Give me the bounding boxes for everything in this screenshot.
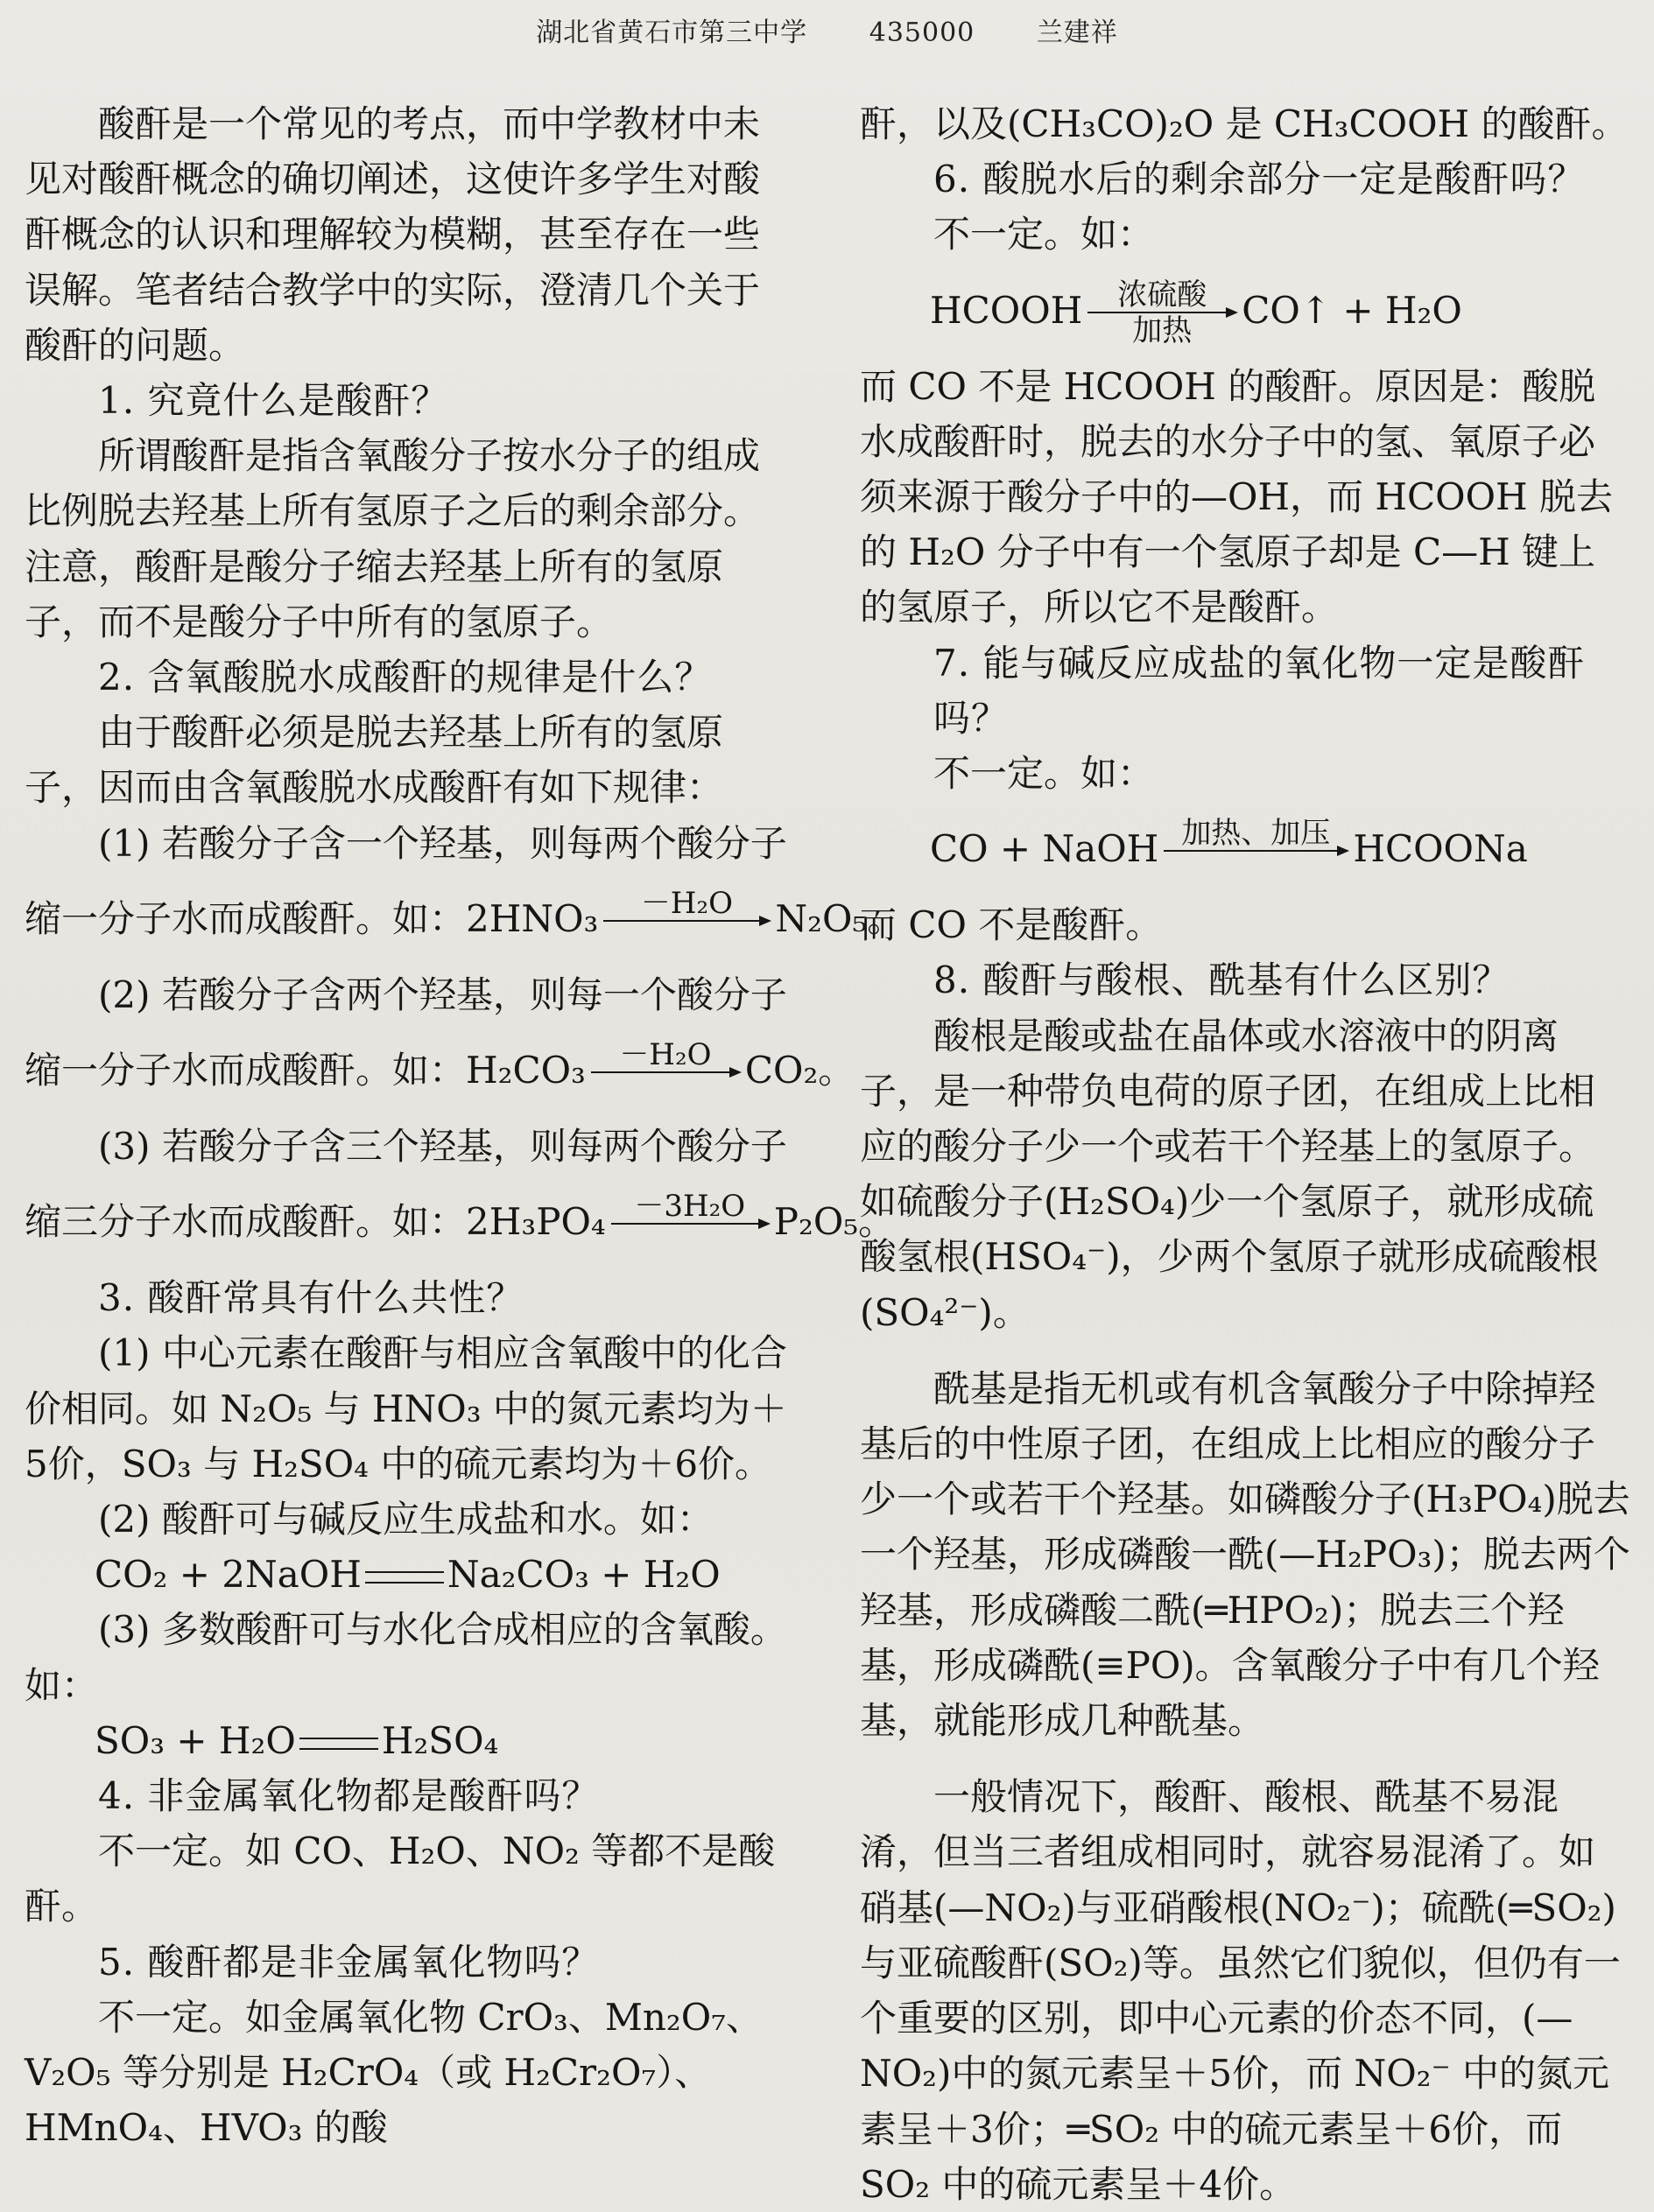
rule-2-equation <box>25 1022 855 1119</box>
c3-left: SO₃ + H₂O <box>95 1718 296 1762</box>
e7-reactant: CO + NaOH <box>930 827 1159 871</box>
school-name: 湖北省黄石市第三中学 <box>536 18 808 48</box>
question-5: 5. 酸酐都是非金属氧化物吗？ <box>98 1940 600 1984</box>
answer-7-lead: 不一定。如： <box>933 752 1155 796</box>
answer-5-continued: 酐，以及(CH₃CO)₂O 是 CH₃COOH 的酸酐。 <box>860 102 1629 145</box>
equation-7 <box>860 801 1630 897</box>
answer-5: 不一定。如金属氧化物 CrO₃、Mn₂O₇、V₂O₅ 等分别是 H₂CrO₄（或 H₂Cr₂O₇）、HMnO₄、HVO₃ 的酸 <box>25 1995 763 2150</box>
e6-reactant: HCOOH <box>930 288 1083 332</box>
question-3: 3. 酸酐常具有什么共性？ <box>98 1276 524 1320</box>
left-column <box>25 96 904 2156</box>
commonality-2-equation <box>25 1547 795 1602</box>
c2-left: CO₂ + 2NaOH <box>95 1553 362 1597</box>
reaction-arrow <box>603 887 770 957</box>
reaction-arrow <box>1164 817 1348 887</box>
commonality-1: (1) 中心元素在酸酐与相应含氧酸中的化合价相同。如 N₂O₅ 与 HNO₃ 中的氮元素均为＋5价，SO₃ 与 H₂SO₄ 中的硫元素均为＋6价。 <box>25 1331 787 1485</box>
e7-product: HCOONa <box>1353 827 1528 871</box>
answer-8-acid-radical: 酸根是酸或盐在晶体或水溶液中的阴离子，是一种带负电荷的原子团，在组成上比相应的酸分子少一个或若干个羟基上的氢原子。如硫酸分子(H₂SO₄)少一个氢原子，就形成硫酸氢根(HSO₄⁻)，少两个氢原子就形成硫酸根(SO₄²⁻)。 <box>860 1014 1599 1334</box>
rule-1-reactant: 2HNO₃ <box>466 896 599 940</box>
commonality-2: (2) 酸酐可与碱反应生成盐和水。如： <box>98 1498 714 1541</box>
question-6: 6. 酸脱水后的剩余部分一定是酸酐吗？ <box>933 158 1586 201</box>
commonality-3-equation <box>25 1713 795 1768</box>
commonality-3-lead: 如： <box>25 1663 99 1707</box>
rule-3: (3) 若酸分子含三个羟基，则每两个酸分子 <box>98 1125 787 1169</box>
author-name: 兰建祥 <box>1036 18 1118 48</box>
byline <box>0 11 1654 49</box>
rule-2-condition: －H₂O <box>619 1037 712 1073</box>
answer-6-explanation: 而 CO 不是 HCOOH 的酸酐。原因是：酸脱水成酸酐时，脱去的水分子中的氢、氧原子必须来源于酸分子中的—OH，而 HCOOH 脱去的 H₂O 分子中有一个氢原子却是 C—H 键上的氢原子，所以它不是酸酐。 <box>860 364 1614 629</box>
c2-right: Na₂CO₃ + H₂O <box>447 1553 721 1597</box>
rule-3-condition: －3H₂O <box>634 1189 746 1225</box>
rule-3-reactant: 2H₃PO₄ <box>466 1200 606 1244</box>
rule-1-equation <box>25 871 904 967</box>
rule-2-product: CO₂。 <box>744 1049 855 1092</box>
c3-right: H₂SO₄ <box>381 1718 499 1762</box>
answer-6-lead: 不一定。如： <box>933 213 1155 256</box>
e6-product: CO↑ + H₂O <box>1242 288 1462 332</box>
zip-code: 435000 <box>869 18 975 48</box>
right-column <box>860 96 1630 2212</box>
answer-8-comparison: 一般情况下，酸酐、酸根、酰基不易混淆，但当三者组成相同时，就容易混淆了。如硝基(—NO₂)与亚硝酸根(NO₂⁻)；硫酰(═SO₂)与亚硫酸酐(SO₂)等。虽然它们貌似，但仍有一个重要的区别，即中心元素的价态不同，(—NO₂)中的氮元素呈＋5价，而 NO₂⁻ 中的氮元素呈＋3价；═SO₂ 中的硫元素呈＋6价，而 SO₂ 中的硫元素呈＋4价。 <box>860 1775 1621 2206</box>
reaction-arrow <box>1087 278 1236 348</box>
e7-condition: 加热、加压 <box>1181 816 1331 852</box>
e6-catalyst: 浓硫酸 <box>1117 277 1207 312</box>
equation-6 <box>860 263 1630 359</box>
answer-8-acyl: 酰基是指无机或有机含氧酸分子中除掉羟基后的中性原子团，在组成上比相应的酸分子少一个或若干个羟基。如磷酸分子(H₃PO₄)脱去一个羟基，形成磷酸一酰(—H₂PO₃)；脱去两个羟基，形成磷酸二酰(═HPO₂)；脱去三个羟基，形成磷酰(≡PO)。含氧酸分子中有几个羟基，就能形成几种酰基。 <box>860 1366 1630 1743</box>
reaction-arrow <box>611 1190 769 1260</box>
question-4: 4. 非金属氧化物都是酸酐吗？ <box>98 1774 600 1818</box>
e6-condition: 加热 <box>1132 312 1193 348</box>
answer-2: 由于酸酐必须是脱去羟基上所有的氢原子，因而由含氧酸脱水成酸酐有如下规律： <box>25 711 724 810</box>
answer-7-explanation: 而 CO 不是酸酐。 <box>860 903 1163 947</box>
question-2: 2. 含氧酸脱水成酸酐的规律是什么？ <box>98 656 713 699</box>
question-1: 1. 究竟什么是酸酐？ <box>98 379 449 423</box>
reaction-arrow <box>591 1038 740 1108</box>
rule-1: (1) 若酸分子含一个羟基，则每两个酸分子 <box>98 821 787 865</box>
rule-3-text: 缩三分子水而成酸酐。如： <box>25 1200 467 1244</box>
rule-1-text: 缩一分子水而成酸酐。如： <box>25 896 467 940</box>
answer-4: 不一定。如 CO、H₂O、NO₂ 等都不是酸酐。 <box>25 1829 776 1928</box>
intro-paragraph: 酸酐是一个常见的考点，而中学教材中未见对酸酐概念的确切阐述，这使许多学生对酸酐概念的认识和理解较为模糊，甚至存在一些误解。笔者结合教学中的实际，澄清几个关于酸酐的问题。 <box>25 102 761 367</box>
rule-1-condition: －H₂O <box>640 885 733 921</box>
equals-sign <box>365 1571 444 1584</box>
question-8: 8. 酸酐与酸根、酰基有什么区别？ <box>933 959 1510 1002</box>
answer-1: 所谓酸酐是指含氧酸分子按水分子的组成比例脱去羟基上所有氢原子之后的剩余部分。注意，酸酐是酸分子缩去羟基上所有的氢原子，而不是酸分子中所有的氢原子。 <box>25 434 761 643</box>
question-7: 7. 能与碱反应成盐的氧化物一定是酸酐吗？ <box>933 641 1586 740</box>
commonality-3: (3) 多数酸酐可与水化合成相应的含氧酸。 <box>98 1608 787 1652</box>
rule-3-product: P₂O₅。 <box>773 1200 896 1244</box>
rule-2-text: 缩一分子水而成酸酐。如： <box>25 1049 467 1092</box>
rule-1-product: N₂O₅。 <box>775 896 904 940</box>
rule-2: (2) 若酸分子含两个羟基，则每一个酸分子 <box>98 973 787 1016</box>
rule-3-equation <box>25 1174 896 1270</box>
rule-2-reactant: H₂CO₃ <box>466 1049 586 1092</box>
equals-sign <box>299 1738 378 1750</box>
